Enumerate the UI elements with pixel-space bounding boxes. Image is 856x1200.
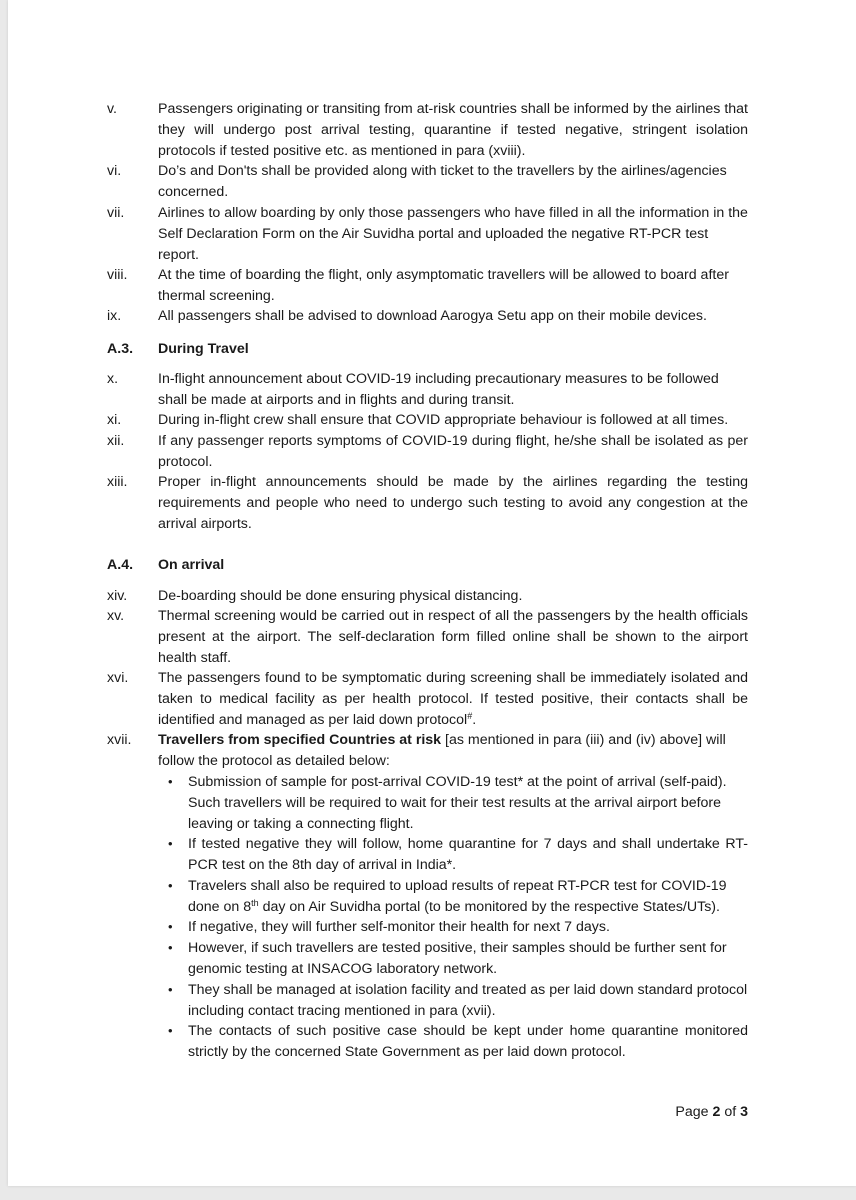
page-total: 3	[740, 1104, 748, 1120]
item-number: viii.	[107, 267, 128, 283]
item-text: If any passenger reports symptoms of COVID-19 during flight, he/she shall be isolated as per protocol.	[158, 433, 748, 470]
item-number: xii.	[107, 433, 125, 449]
section-number: A.4.	[107, 557, 134, 573]
item-text: In-flight announcement about COVID-19 including precautionary measures to be followed shall be made at airports and in flights and during transit.	[158, 371, 719, 408]
bullet-icon: •	[168, 878, 173, 893]
item-number: xiv.	[107, 588, 128, 604]
section-number: A.3.	[107, 341, 134, 357]
item-text: Airlines to allow boarding by only those passengers who have filled in all the information in the Self Declaration Form on the Air Suvidha portal and uploaded the negative RT-PCR test report.	[158, 205, 748, 263]
page-current: 2	[712, 1104, 721, 1120]
item-number: xvi.	[107, 670, 129, 686]
item-text-body: The passengers found to be symptomatic during screening shall be immediately isolated and taken to medical facility as per health protocol. If tested positive, their contacts shall be identified and managed as per laid down protocol	[158, 670, 748, 728]
item-text-bold: Travellers from specified Countries at risk	[158, 732, 442, 748]
section-title: During Travel	[158, 341, 249, 357]
item-text: All passengers shall be advised to download Aarogya Setu app on their mobile devices.	[158, 308, 707, 324]
bullet-icon: •	[168, 774, 173, 789]
bullet-icon: •	[168, 1023, 173, 1038]
item-number: xiii.	[107, 474, 128, 490]
item-text: Do’s and Don'ts shall be provided along with ticket to the travellers by the airlines/agencies concerned.	[158, 163, 727, 200]
document-page	[8, 0, 856, 1186]
item-number: xv.	[107, 608, 125, 624]
bullet-icon: •	[168, 940, 173, 955]
bullet-icon: •	[168, 836, 173, 851]
item-text	[158, 668, 748, 730]
page-prefix: Page	[675, 1104, 713, 1120]
item-text-body: [as mentioned in para (iii) and (iv) above] will follow the protocol as detailed below:	[158, 732, 726, 769]
ordinal-suffix: th	[251, 897, 259, 908]
item-text: Proper in-flight announcements should be made by the airlines regarding the testing requirements and people who need to undergo such testing to avoid any congestion at the arrival airports.	[158, 474, 748, 532]
item-text: Thermal screening would be carried out in respect of all the passengers by the health officials present at the airport. The self-declaration form filled online shall be shown to the airport health staff.	[158, 608, 748, 666]
item-text	[158, 730, 748, 772]
footnote-mark: #	[467, 710, 473, 721]
item-number: x.	[107, 371, 119, 387]
page-number	[675, 1102, 748, 1122]
bullet-text: However, if such travellers are tested positive, their samples should be further sent for genomic testing at INSACOG laboratory network.	[188, 940, 727, 977]
item-number: v.	[107, 101, 117, 117]
item-number: ix.	[107, 308, 122, 324]
bullet-text: If tested negative they will follow, home quarantine for 7 days and shall undertake RT-PCR test on the 8th day of arrival in India*.	[188, 836, 748, 873]
bullet-text-body: day on Air Suvidha portal (to be monitored by the respective States/UTs).	[258, 898, 720, 915]
item-text: De-boarding should be done ensuring physical distancing.	[158, 588, 523, 604]
bullet-text: If negative, they will further self-monitor their health for next 7 days.	[188, 919, 610, 935]
item-number: vi.	[107, 163, 122, 179]
page-middle: of	[720, 1104, 741, 1120]
bullet-text: They shall be managed at isolation facility and treated as per laid down standard protocol including contact tracing mentioned in para (xvii).	[188, 982, 748, 1019]
item-text: At the time of boarding the flight, only asymptomatic travellers will be allowed to board after thermal screening.	[158, 267, 729, 304]
bullet-icon: •	[168, 919, 173, 934]
bullet-text	[188, 876, 748, 918]
item-text-tail: .	[472, 711, 477, 728]
bullet-text: The contacts of such positive case should be kept under home quarantine monitored strictly by the concerned State Government as per laid down protocol.	[188, 1023, 748, 1060]
item-number: xvii.	[107, 732, 132, 748]
bullet-text: Submission of sample for post-arrival COVID-19 test* at the point of arrival (self-paid). Such travellers will be required to wait for their test results at the arrival airport before leaving or taking a connecting flight.	[188, 774, 727, 832]
bullet-text-pre: Travelers shall also be required to upload results of repeat RT-PCR test for COVID-19 done on 8	[188, 878, 727, 915]
item-text: Passengers originating or transiting from at-risk countries shall be informed by the airlines that they will undergo post arrival testing, quarantine if tested negative, stringent isolation protocols if tested positive etc. as mentioned in para (xviii).	[158, 101, 748, 159]
bullet-icon: •	[168, 982, 173, 997]
section-title: On arrival	[158, 557, 225, 573]
item-number: xi.	[107, 412, 122, 428]
item-number: vii.	[107, 205, 125, 221]
item-text: During in-flight crew shall ensure that COVID appropriate behaviour is followed at all times.	[158, 412, 729, 428]
